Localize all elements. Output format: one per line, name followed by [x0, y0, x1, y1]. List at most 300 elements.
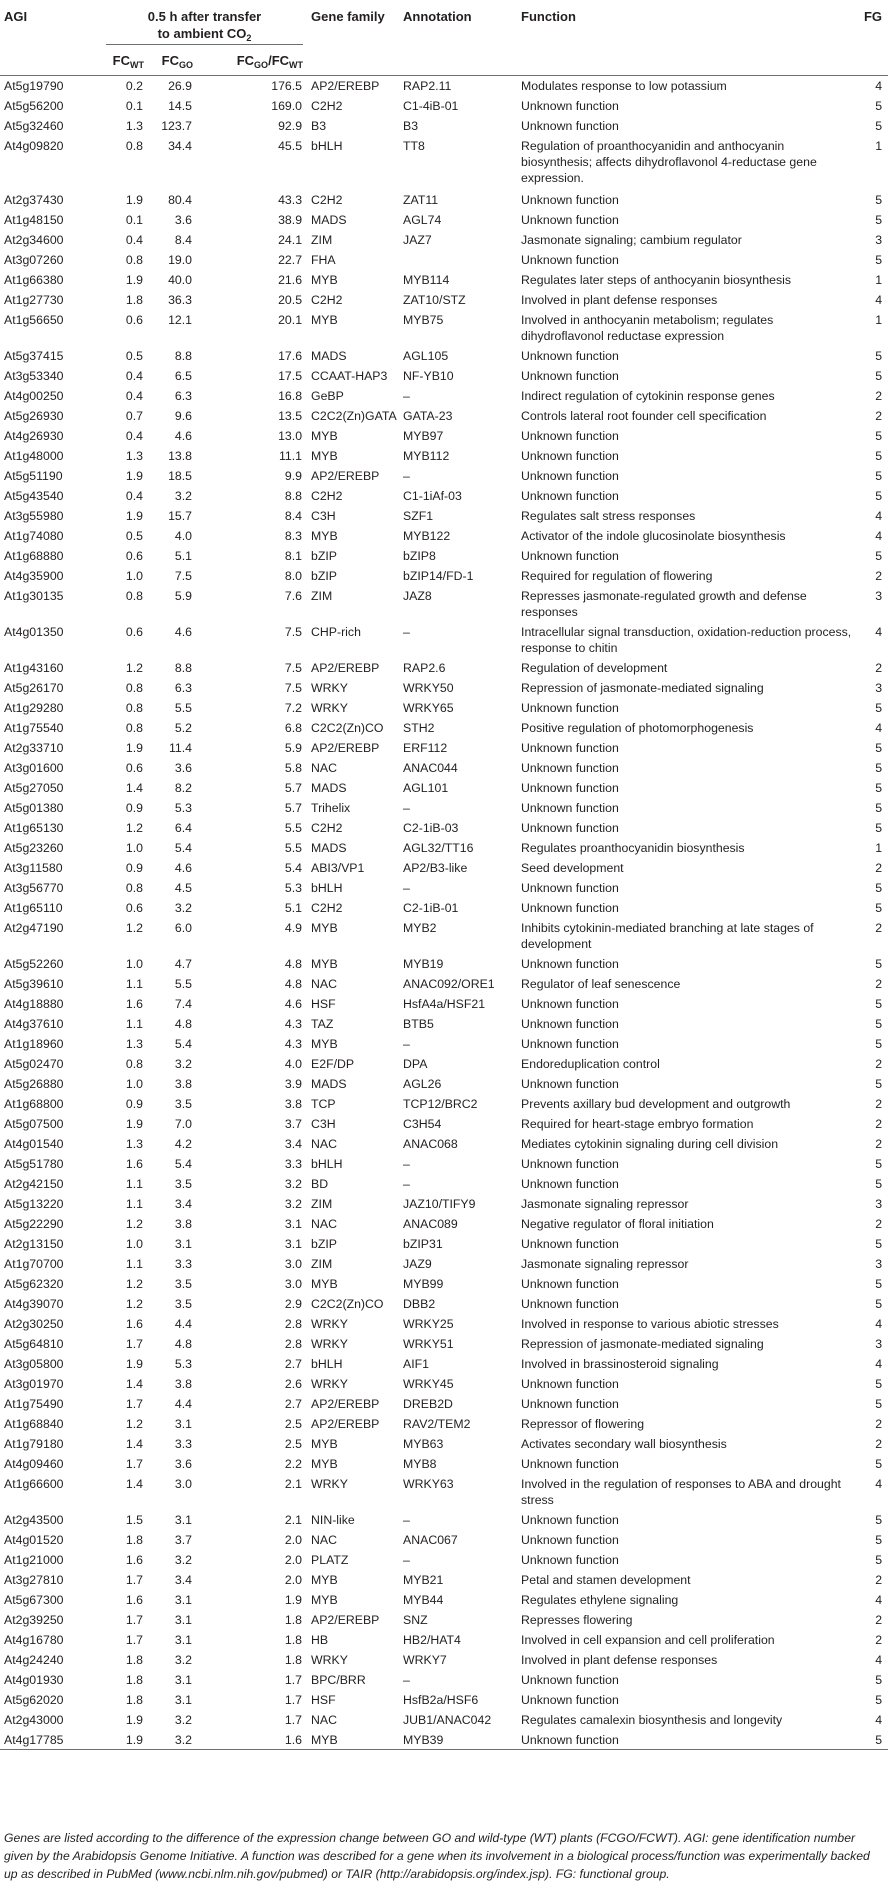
cell-gene-family: MYB: [311, 1592, 338, 1607]
cell-annotation: MYB114: [403, 272, 450, 287]
cell-gene-family: CCAAT-HAP3: [311, 368, 388, 383]
table-row: [0, 1590, 888, 1610]
cell-annotation: JAZ8: [403, 588, 432, 603]
cell-annotation: WRKY7: [403, 1652, 447, 1667]
table-row: [0, 406, 888, 426]
cell-fc-go: 4.6: [174, 860, 192, 875]
table-row: [0, 1550, 888, 1570]
cell-agi: At3g11580: [4, 860, 63, 875]
cell-fc-go: 3.2: [174, 1056, 192, 1071]
cell-fc-wt: 0.4: [125, 488, 143, 503]
table-row: [0, 658, 888, 678]
cell-function: Unknown function: [521, 760, 619, 775]
cell-fc-wt: 1.1: [125, 1256, 143, 1271]
cell-agi: At1g75540: [4, 720, 64, 735]
table-row: [0, 1234, 888, 1254]
cell-fc-wt: 1.1: [125, 1176, 143, 1191]
cell-annotation: JUB1/ANAC042: [403, 1712, 492, 1727]
cell-agi: At3g56770: [4, 880, 64, 895]
cell-fc-wt: 1.0: [125, 956, 143, 971]
cell-gene-family: C2H2: [311, 292, 343, 307]
cell-annotation: HsfB2a/HSF6: [403, 1692, 479, 1707]
cell-fc-go: 3.1: [174, 1592, 192, 1607]
header-group: [102, 0, 307, 46]
cell-agi: At1g48000: [4, 448, 64, 463]
table-row: [0, 1670, 888, 1690]
cell-agi: At5g22290: [4, 1216, 64, 1231]
header-group-line1: 0.5 h after transfer: [147, 9, 262, 24]
cell-fc-wt: 1.1: [125, 1016, 143, 1031]
cell-agi: At1g75490: [4, 1396, 64, 1411]
cell-fc-go: 11.4: [168, 740, 192, 755]
cell-fc-go: 3.2: [174, 488, 192, 503]
cell-agi: At5g62320: [4, 1276, 64, 1291]
cell-agi: At1g48150: [4, 212, 64, 227]
cell-fc-go: 3.6: [174, 212, 192, 227]
cell-function: Involved in plant defense responses: [521, 1652, 718, 1667]
cell-gene-family: PLATZ: [311, 1552, 349, 1567]
cell-fc-wt: 1.0: [125, 840, 143, 855]
cell-function: Positive regulation of photomorphogenesis: [521, 720, 754, 735]
cell-gene-family: NAC: [311, 760, 337, 775]
cell-agi: At5g26170: [4, 680, 64, 695]
table-row: [0, 1454, 888, 1474]
table-row: [0, 798, 888, 818]
cell-fc-go: 3.1: [174, 1512, 192, 1527]
cell-gene-family: E2F/DP: [311, 1056, 355, 1071]
table-row: [0, 1650, 888, 1670]
cell-annotation: MYB8: [403, 1456, 437, 1471]
cell-fc-go: 4.4: [174, 1396, 192, 1411]
cell-function: Involved in plant defense responses: [521, 292, 718, 307]
header-gene-family: Gene family: [311, 9, 385, 24]
header-fc-wt: $FC_{WT}$: [112, 53, 144, 70]
cell-fc-go: 3.1: [174, 1416, 192, 1431]
cell-fg: 4: [875, 1476, 883, 1491]
cell-agi: At4g01350: [4, 624, 64, 639]
cell-annotation: C1-4iB-01: [403, 98, 459, 113]
table-row: [0, 426, 888, 446]
cell-fc-ratio: 5.5: [284, 820, 303, 835]
cell-fc-go: 3.5: [174, 1296, 192, 1311]
cell-fc-go: 3.6: [174, 760, 192, 775]
cell-function: Inhibits cytokinin-mediated branching at late stages of development: [521, 920, 814, 951]
cell-fc-wt: 1.2: [125, 820, 143, 835]
cell-fc-ratio: 4.3: [284, 1016, 303, 1031]
cell-fc-ratio: 4.0: [284, 1056, 303, 1071]
cell-fc-go: 5.4: [174, 1036, 192, 1051]
table-row: [0, 586, 888, 622]
cell-function: Regulates camalexin biosynthesis and longevity: [521, 1712, 783, 1727]
table-row: [0, 290, 888, 310]
cell-function: Involved in the regulation of responses to ABA and drought stress: [521, 1476, 841, 1507]
table-row: [0, 506, 888, 526]
cell-gene-family: MYB: [311, 920, 338, 935]
cell-fc-ratio: 13.5: [278, 408, 303, 423]
cell-gene-family: NAC: [311, 1532, 337, 1547]
cell-fc-wt: 0.7: [125, 408, 143, 423]
cell-fc-ratio: 5.7: [284, 780, 303, 795]
cell-gene-family: MYB: [311, 956, 338, 971]
cell-function: Unknown function: [521, 780, 619, 795]
cell-fc-ratio: 20.1: [278, 312, 303, 327]
cell-agi: At5g01380: [4, 800, 64, 815]
cell-fg: 5: [875, 1692, 883, 1707]
table-row: [0, 566, 888, 586]
cell-fg: 5: [875, 1176, 883, 1191]
cell-function: Prevents axillary bud development and outgrowth: [521, 1096, 791, 1111]
cell-fc-wt: 1.7: [125, 1336, 143, 1351]
cell-function: Regulates later steps of anthocyanin biosynthesis: [521, 272, 792, 287]
cell-fc-go: 3.5: [174, 1276, 192, 1291]
cell-gene-family: NIN-like: [311, 1512, 355, 1527]
cell-fg: 3: [875, 1196, 883, 1211]
cell-function: Modulates response to low potassium: [521, 79, 727, 93]
cell-function: Unknown function: [521, 212, 619, 227]
cell-annotation: AIF1: [403, 1356, 430, 1371]
cell-fc-ratio: 11.1: [279, 448, 303, 463]
cell-fc-ratio: 1.8: [284, 1652, 303, 1667]
cell-function: Involved in anthocyanin metabolism; regulates dihydroflavonol reductase expression: [521, 312, 774, 343]
cell-agi: At4g01930: [4, 1672, 64, 1687]
table-row: [0, 1570, 888, 1590]
cell-agi: At4g01540: [4, 1136, 64, 1151]
cell-gene-family: C2H2: [311, 488, 343, 503]
cell-fg: 5: [875, 1532, 883, 1547]
cell-annotation: DBB2: [403, 1296, 436, 1311]
cell-fc-go: 3.2: [174, 1652, 192, 1667]
cell-annotation: B3: [403, 118, 419, 133]
cell-gene-family: C2C2(Zn)GATA: [311, 408, 397, 423]
cell-annotation: RAP2.11: [403, 79, 452, 93]
cell-fc-wt: 1.3: [125, 118, 143, 133]
cell-gene-family: MYB: [311, 1456, 338, 1471]
cell-fc-go: 5.3: [174, 1356, 192, 1371]
table-row: [0, 838, 888, 858]
table-row: [0, 96, 888, 116]
cell-annotation: MYB75: [403, 312, 444, 327]
cell-gene-family: WRKY: [311, 1652, 348, 1667]
cell-fc-ratio: 3.1: [284, 1236, 303, 1251]
cell-gene-family: MYB: [311, 448, 338, 463]
cell-agi: At4g09460: [4, 1456, 64, 1471]
table-row: [0, 346, 888, 366]
cell-fc-wt: 1.0: [125, 568, 143, 583]
cell-fg: 3: [875, 680, 883, 695]
cell-fc-go: 7.5: [174, 568, 192, 583]
header-annotation: Annotation: [403, 9, 472, 24]
cell-fc-wt: 1.9: [125, 1356, 143, 1371]
table-row: [0, 116, 888, 136]
table-row: [0, 486, 888, 506]
table-row: [0, 1334, 888, 1354]
cell-annotation: HB2/HAT4: [403, 1632, 461, 1647]
cell-function: Indirect regulation of cytokinin response genes: [521, 388, 775, 403]
cell-annotation: MYB63: [403, 1436, 444, 1451]
cell-function: Unknown function: [521, 1376, 619, 1391]
cell-fc-wt: 1.9: [125, 1116, 143, 1131]
cell-agi: At4g17785: [4, 1732, 64, 1747]
cell-fg: 3: [875, 232, 883, 247]
table-row: [0, 898, 888, 918]
cell-annotation: WRKY63: [403, 1476, 454, 1491]
table-row: [0, 1710, 888, 1730]
cell-fc-wt: 0.4: [125, 428, 143, 443]
cell-fc-wt: 1.3: [125, 1036, 143, 1051]
cell-fc-wt: 1.8: [125, 1692, 143, 1707]
cell-fc-go: 4.4: [174, 1316, 192, 1331]
cell-annotation: JAZ7: [403, 232, 432, 247]
cell-fg: 5: [875, 118, 883, 133]
cell-function: Unknown function: [521, 956, 619, 971]
cell-annotation: ANAC092/ORE1: [403, 976, 495, 991]
cell-fc-go: 14.5: [168, 98, 192, 113]
cell-fc-wt: 1.9: [125, 1732, 143, 1747]
table-row: [0, 678, 888, 698]
header-group-sub: 2: [246, 33, 252, 43]
table-row: [0, 918, 888, 954]
cell-fg: 5: [875, 1156, 883, 1171]
table-row: [0, 1014, 888, 1034]
table-row: [0, 1054, 888, 1074]
cell-fc-ratio: 4.8: [284, 976, 303, 991]
table-row: [0, 310, 888, 346]
cell-gene-family: ZIM: [311, 588, 333, 603]
cell-agi: At5g37415: [4, 348, 64, 363]
cell-agi: At4g18880: [4, 996, 64, 1011]
cell-annotation: RAV2/TEM2: [403, 1416, 471, 1431]
cell-annotation: WRKY50: [403, 680, 454, 695]
cell-gene-family: AP2/EREBP: [311, 1416, 380, 1431]
cell-fc-ratio: 5.1: [284, 900, 303, 915]
cell-fc-go: 6.3: [174, 680, 192, 695]
cell-fc-ratio: 2.5: [284, 1436, 303, 1451]
cell-function: Jasmonate signaling repressor: [521, 1256, 689, 1271]
header-fc-go: $FC_{GO}$: [161, 53, 193, 70]
cell-fc-wt: 1.0: [125, 1236, 143, 1251]
cell-agi: At2g37430: [4, 192, 64, 207]
cell-annotation: bZIP8: [403, 548, 436, 563]
cell-agi: At3g55980: [4, 508, 64, 523]
cell-fc-wt: 0.9: [125, 800, 143, 815]
cell-fc-ratio: 2.6: [284, 1376, 303, 1391]
cell-fc-go: 5.5: [174, 976, 192, 991]
cell-function: Unknown function: [521, 368, 619, 383]
cell-fc-ratio: 2.8: [284, 1336, 303, 1351]
cell-fc-wt: 1.7: [125, 1612, 143, 1627]
cell-fg: 1: [875, 312, 883, 327]
cell-fg: 3: [875, 588, 883, 603]
cell-fg: 5: [875, 740, 883, 755]
cell-fc-wt: 0.1: [125, 98, 143, 113]
cell-fc-ratio: 2.5: [284, 1416, 303, 1431]
cell-fg: 5: [875, 1732, 883, 1747]
cell-function: Petal and stamen development: [521, 1572, 691, 1587]
cell-agi: At1g66380: [4, 272, 64, 287]
cell-function: Unknown function: [521, 118, 619, 133]
cell-fc-wt: 1.7: [125, 1396, 143, 1411]
table-row: [0, 698, 888, 718]
cell-function: Unknown function: [521, 1532, 619, 1547]
cell-fg: 5: [875, 1236, 883, 1251]
cell-fc-ratio: 2.1: [284, 1512, 303, 1527]
table-row: [0, 1434, 888, 1454]
cell-fg: 5: [875, 1036, 883, 1051]
cell-fc-wt: 0.4: [125, 232, 143, 247]
cell-gene-family: ZIM: [311, 232, 333, 247]
cell-fg: 5: [875, 996, 883, 1011]
cell-agi: At5g56200: [4, 98, 64, 113]
cell-fg: 2: [875, 1572, 883, 1587]
cell-fg: 5: [875, 368, 883, 383]
cell-fg: 5: [875, 252, 883, 267]
cell-fc-wt: 1.2: [125, 1416, 143, 1431]
cell-agi: At4g09820: [4, 138, 64, 153]
cell-fg: 4: [875, 508, 883, 523]
cell-gene-family: C3H: [311, 1116, 336, 1131]
cell-agi: At4g01520: [4, 1532, 64, 1547]
header-group-line2: to ambient CO: [157, 26, 247, 41]
cell-gene-family: AP2/EREBP: [311, 1396, 380, 1411]
cell-function: Repression of jasmonate-mediated signaling: [521, 1336, 764, 1351]
cell-gene-family: MADS: [311, 348, 347, 363]
cell-fg: 5: [875, 98, 883, 113]
table-row: [0, 1374, 888, 1394]
cell-agi: At1g56650: [4, 312, 64, 327]
table-row: [0, 738, 888, 758]
table-row: [0, 1730, 888, 1750]
cell-fc-wt: 1.6: [125, 1156, 143, 1171]
cell-fc-wt: 1.4: [125, 1376, 143, 1391]
cell-gene-family: WRKY: [311, 1376, 348, 1391]
cell-annotation: NF-YB10: [403, 368, 454, 383]
cell-fc-go: 9.6: [174, 408, 192, 423]
cell-function: Unknown function: [521, 1552, 619, 1567]
table-row: [0, 718, 888, 738]
cell-fc-ratio: 2.2: [284, 1456, 303, 1471]
cell-gene-family: bZIP: [311, 548, 338, 563]
cell-fc-ratio: 13.0: [278, 428, 303, 443]
table-row: [0, 526, 888, 546]
cell-fc-wt: 1.6: [125, 996, 143, 1011]
cell-fc-wt: 1.3: [125, 1136, 143, 1151]
cell-annotation: –: [403, 1512, 410, 1527]
cell-fc-ratio: 5.4: [284, 860, 303, 875]
cell-fc-go: 6.4: [174, 820, 192, 835]
cell-fc-ratio: 5.5: [284, 840, 303, 855]
table-row: [0, 858, 888, 878]
cell-fc-wt: 1.7: [125, 1632, 143, 1647]
cell-annotation: [399, 250, 517, 270]
cell-fc-wt: 1.1: [125, 976, 143, 991]
table-row: [0, 76, 888, 96]
cell-fc-wt: 1.7: [125, 1456, 143, 1471]
cell-fc-ratio: 8.1: [284, 548, 303, 563]
cell-fc-ratio: 8.0: [284, 568, 303, 583]
cell-gene-family: NAC: [311, 976, 337, 991]
cell-agi: At2g30250: [4, 1316, 64, 1331]
cell-fc-go: 8.8: [174, 660, 192, 675]
cell-agi: At1g68880: [4, 548, 64, 563]
cell-function: Unknown function: [521, 1176, 619, 1191]
cell-gene-family: C2C2(Zn)CO: [311, 720, 384, 735]
cell-fg: 5: [875, 448, 883, 463]
cell-agi: At1g65130: [4, 820, 64, 835]
cell-agi: At3g27810: [4, 1572, 64, 1587]
cell-function: Unknown function: [521, 98, 619, 113]
cell-fc-go: 8.2: [174, 780, 192, 795]
cell-fg: 2: [875, 1216, 883, 1231]
cell-fc-wt: 1.9: [125, 468, 143, 483]
cell-fc-go: 26.9: [168, 79, 192, 93]
cell-fg: 4: [875, 1712, 883, 1727]
cell-fg: 5: [875, 428, 883, 443]
cell-agi: At5g19790: [4, 79, 64, 93]
cell-fc-go: 12.1: [168, 312, 192, 327]
cell-fc-wt: 1.8: [125, 1672, 143, 1687]
cell-function: Unknown function: [521, 700, 619, 715]
cell-fc-ratio: 3.0: [284, 1256, 303, 1271]
cell-fc-ratio: 45.5: [278, 138, 303, 153]
cell-fc-go: 4.6: [174, 428, 192, 443]
cell-fc-go: 5.5: [174, 700, 192, 715]
cell-fc-go: 3.0: [174, 1476, 192, 1491]
table-row: [0, 1094, 888, 1114]
cell-fc-wt: 0.1: [125, 212, 143, 227]
table-row: [0, 1294, 888, 1314]
cell-function: Regulates salt stress responses: [521, 508, 696, 523]
cell-gene-family: MYB: [311, 272, 338, 287]
cell-gene-family: WRKY: [311, 700, 348, 715]
cell-fg: 3: [875, 1336, 883, 1351]
cell-fc-ratio: 1.7: [284, 1692, 303, 1707]
cell-fc-go: 19.0: [168, 252, 192, 267]
cell-function: Unknown function: [521, 1076, 619, 1091]
cell-fg: 1: [875, 138, 883, 153]
cell-function: Represses flowering: [521, 1612, 633, 1627]
cell-fc-go: 5.3: [174, 800, 192, 815]
cell-fc-wt: 1.4: [125, 1436, 143, 1451]
table-row: [0, 1394, 888, 1414]
cell-fg: 2: [875, 1436, 883, 1451]
cell-agi: At5g62020: [4, 1692, 64, 1707]
cell-fg: 2: [875, 860, 883, 875]
cell-annotation: –: [403, 1036, 410, 1051]
cell-fc-ratio: 4.6: [284, 996, 303, 1011]
header-fc-ratio: $FC_{GO}/FC_{WT}$: [236, 53, 304, 70]
cell-agi: At4g16780: [4, 1632, 64, 1647]
cell-fc-go: 3.8: [174, 1076, 192, 1091]
cell-fc-go: 4.7: [174, 956, 192, 971]
cell-fc-wt: 0.9: [125, 1096, 143, 1111]
cell-fg: 5: [875, 468, 883, 483]
cell-annotation: –: [403, 800, 410, 815]
cell-gene-family: WRKY: [311, 680, 348, 695]
cell-fc-ratio: 43.3: [278, 192, 303, 207]
cell-gene-family: C3H: [311, 508, 336, 523]
cell-fc-wt: 1.8: [125, 1652, 143, 1667]
cell-annotation: AGL105: [403, 348, 449, 363]
table-row: [0, 994, 888, 1014]
cell-fc-go: 3.6: [174, 1456, 192, 1471]
table-row: [0, 1510, 888, 1530]
cell-annotation: AGL26: [403, 1076, 442, 1091]
cell-gene-family: AP2/EREBP: [311, 1612, 380, 1627]
cell-fg: 5: [875, 1276, 883, 1291]
cell-fc-go: 3.4: [174, 1196, 192, 1211]
header-agi: AGI: [4, 9, 28, 24]
table-row: [0, 546, 888, 566]
